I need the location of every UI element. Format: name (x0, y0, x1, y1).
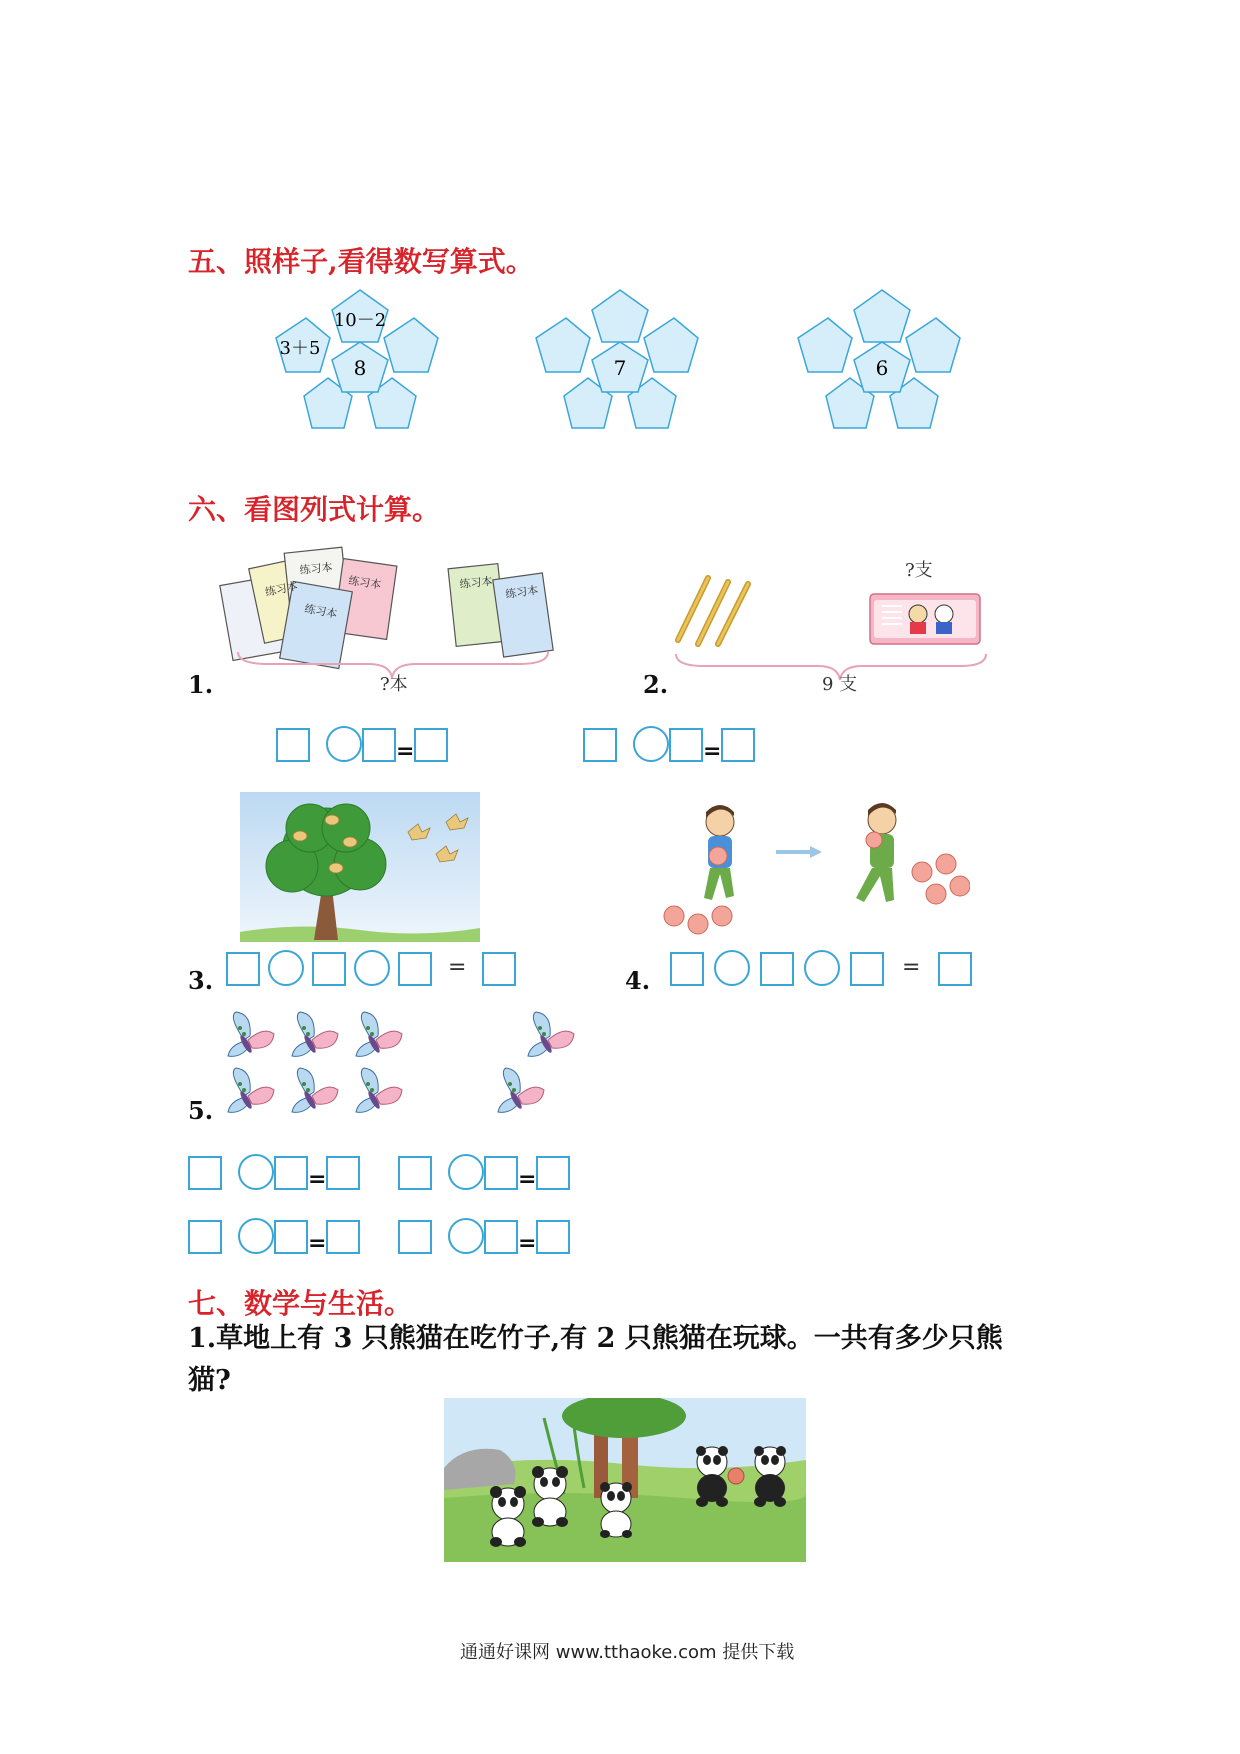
operator-circle[interactable] (448, 1154, 484, 1190)
flower-pentagon-2 (530, 280, 710, 450)
problem-3-number: 3. (188, 966, 214, 995)
answer-box[interactable] (188, 1156, 222, 1190)
life-question-line-1: 1.草地上有 3 只熊猫在吃竹子,有 2 只熊猫在玩球。一共有多少只熊 (188, 1323, 1003, 1354)
answer-box[interactable] (536, 1220, 570, 1254)
problem-3-equation (226, 950, 516, 986)
operator-circle[interactable] (633, 726, 669, 762)
problem-5-equation-3 (188, 1218, 360, 1254)
answer-box[interactable] (398, 1156, 432, 1190)
operator-circle[interactable] (354, 950, 390, 986)
pencils-illustration (670, 548, 990, 688)
operator-circle[interactable] (268, 950, 304, 986)
equals-sign: = (902, 955, 921, 980)
tree-birds-illustration (240, 792, 480, 942)
answer-box[interactable] (326, 1220, 360, 1254)
problem-2-equation (583, 726, 755, 762)
notebook-label: 练习本 (298, 560, 334, 577)
notebook-label: 练习本 (263, 579, 299, 599)
problem-5-equation-4 (398, 1218, 570, 1254)
notebook-label: 练习本 (303, 602, 339, 621)
operator-circle[interactable] (714, 950, 750, 986)
answer-box[interactable] (362, 728, 396, 762)
flower-pentagon-3 (792, 280, 972, 450)
answer-box[interactable] (670, 952, 704, 986)
pandas-illustration (444, 1398, 806, 1562)
answer-box[interactable] (274, 1156, 308, 1190)
notebook-label: 练习本 (347, 574, 383, 592)
equals-sign: = (308, 1231, 327, 1256)
flower-1-example-top: 10－2 (333, 310, 387, 331)
answer-box[interactable] (482, 952, 516, 986)
flower-1-example-left: 3＋5 (279, 338, 321, 359)
flower-1-center: 8 (353, 356, 367, 380)
equals-sign: = (308, 1167, 327, 1192)
equals-sign: = (703, 739, 722, 764)
flower-3-center: 6 (875, 356, 889, 380)
operator-circle[interactable] (238, 1218, 274, 1254)
section-seven-title: 七、数学与生活。 (188, 1287, 413, 1320)
problem-4-number: 4. (625, 966, 651, 995)
problem-5-equation-2 (398, 1154, 570, 1190)
answer-box[interactable] (276, 728, 310, 762)
flower-pentagon-1 (270, 280, 450, 450)
footer-source-text: 通通好课网 www.tthaoke.com 提供下载 (460, 1642, 795, 1663)
answer-box[interactable] (484, 1156, 518, 1190)
answer-box[interactable] (583, 728, 617, 762)
answer-box[interactable] (398, 952, 432, 986)
problem-1-equation (276, 726, 448, 762)
answer-box[interactable] (484, 1220, 518, 1254)
equals-sign: = (518, 1167, 537, 1192)
problem-5-equation-1 (188, 1154, 360, 1190)
answer-box[interactable] (326, 1156, 360, 1190)
equals-sign: = (518, 1231, 537, 1256)
boy-balls-illustration (660, 800, 970, 940)
answer-box[interactable] (274, 1220, 308, 1254)
answer-box[interactable] (760, 952, 794, 986)
answer-box[interactable] (850, 952, 884, 986)
flower-2-center: 7 (613, 356, 627, 380)
answer-box[interactable] (938, 952, 972, 986)
answer-box[interactable] (188, 1220, 222, 1254)
operator-circle[interactable] (326, 726, 362, 762)
problem-2-number: 2. (643, 670, 669, 699)
problem-1-number: 1. (188, 670, 214, 699)
answer-box[interactable] (669, 728, 703, 762)
section-six-title: 六、看图列式计算。 (188, 493, 441, 526)
equals-sign: = (448, 955, 467, 980)
answer-box[interactable] (414, 728, 448, 762)
problem-4-equation (670, 950, 972, 986)
notebook-label: 练习本 (458, 574, 494, 591)
notebook-label: 练习本 (504, 583, 540, 601)
notebooks-illustration (208, 540, 558, 690)
operator-circle[interactable] (804, 950, 840, 986)
operator-circle[interactable] (238, 1154, 274, 1190)
answer-box[interactable] (536, 1156, 570, 1190)
problem-1-bracket-label: ?本 (380, 674, 408, 695)
answer-box[interactable] (721, 728, 755, 762)
answer-box[interactable] (226, 952, 260, 986)
equals-sign: = (396, 739, 415, 764)
life-question-line-2: 猫? (188, 1365, 231, 1396)
answer-box[interactable] (398, 1220, 432, 1254)
answer-box[interactable] (312, 952, 346, 986)
operator-circle[interactable] (448, 1218, 484, 1254)
problem-5-number: 5. (188, 1096, 214, 1125)
pencil-box-question-label: ?支 (905, 560, 933, 581)
section-five-title: 五、照样子,看得数写算式。 (188, 245, 534, 278)
butterflies-illustration (222, 1010, 582, 1120)
problem-2-bracket-label: 9 支 (822, 674, 858, 695)
